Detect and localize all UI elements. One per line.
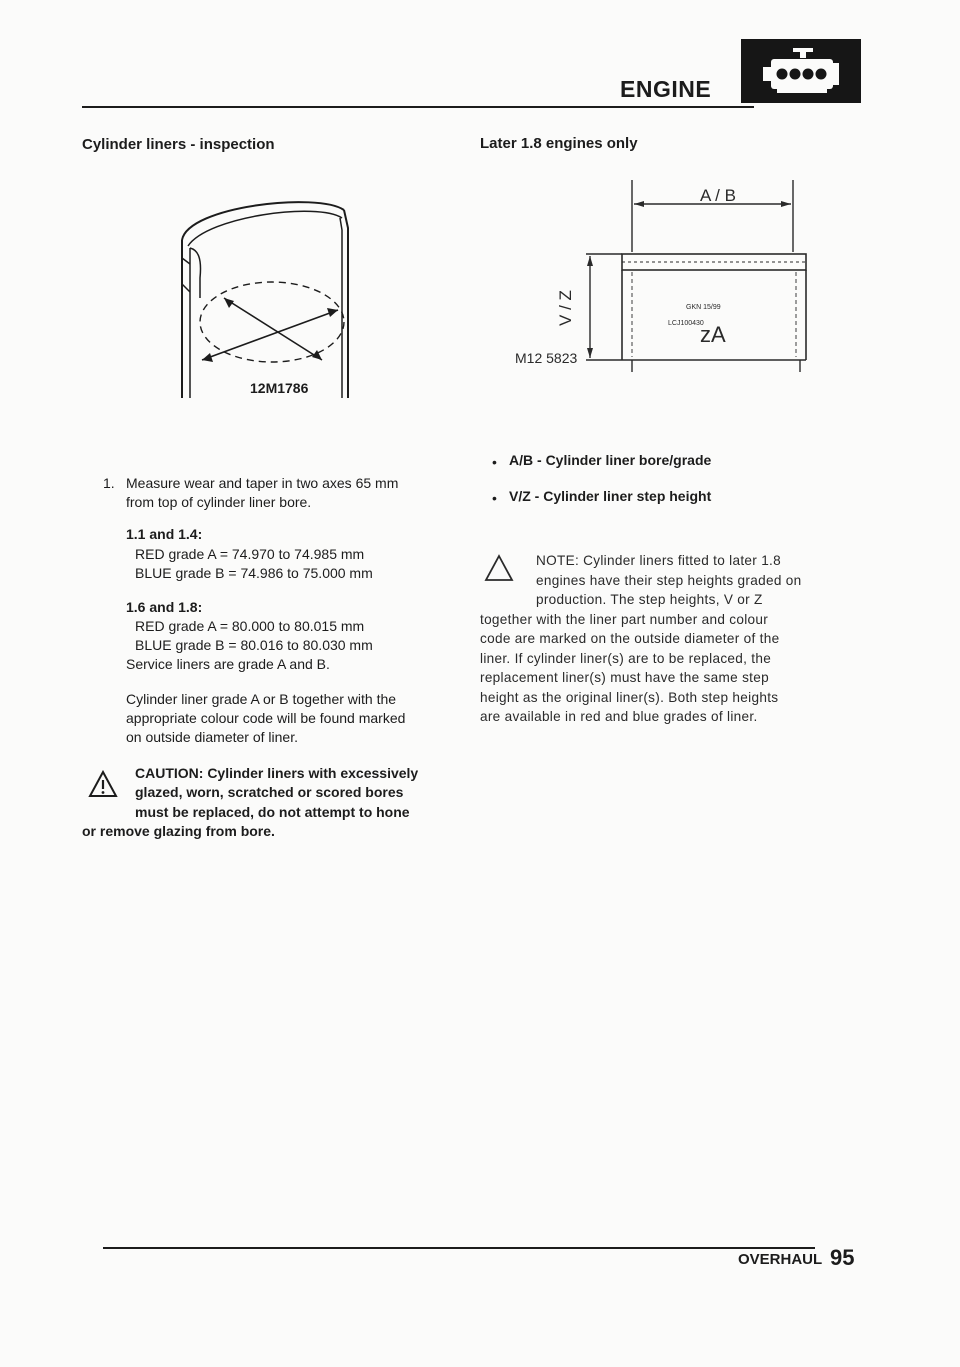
step-number: 1. bbox=[103, 475, 115, 491]
paragraph-line: appropriate colour code will be found marked bbox=[126, 710, 406, 726]
liner-marking: GKN 15/99 bbox=[686, 304, 721, 311]
step-text-line: Measure wear and taper in two axes 65 mm bbox=[126, 475, 399, 491]
cylinder-liner-figure bbox=[168, 188, 368, 412]
bullet-text: - Cylinder liner step height bbox=[530, 488, 712, 504]
note-line: code are marked on the outside diameter of the bbox=[480, 631, 780, 646]
bullet-dot: • bbox=[492, 490, 497, 506]
section-heading-later-engines: Later 1.8 engines only bbox=[480, 135, 638, 152]
warning-triangle-icon bbox=[88, 770, 118, 798]
liner-marking: LCJ100430 bbox=[668, 320, 704, 327]
grade-line: BLUE grade B = 80.016 to 80.030 mm bbox=[135, 637, 373, 653]
note-line: are available in red and blue grades of liner. bbox=[480, 709, 758, 724]
bullet-key: A/B bbox=[509, 452, 534, 468]
caution-line: glazed, worn, scratched or scored bores bbox=[135, 784, 404, 800]
grade-group-title: 1.1 and 1.4: bbox=[126, 526, 203, 542]
paragraph-line: on outside diameter of liner. bbox=[126, 729, 298, 745]
bullet-dot: • bbox=[492, 454, 497, 470]
caution-line: CAUTION: Cylinder liners with excessively bbox=[135, 765, 419, 781]
paragraph-line: Cylinder liner grade A or B together with the bbox=[126, 691, 397, 707]
liner-step-height-figure bbox=[500, 172, 830, 382]
bullet-item-ab bbox=[509, 452, 711, 468]
caution-line: must be replaced, do not attempt to hone bbox=[135, 804, 410, 820]
footer-rule bbox=[103, 1247, 815, 1249]
page-section-title: ENGINE bbox=[620, 76, 712, 102]
step-text-line: from top of cylinder liner bore. bbox=[126, 494, 312, 510]
grade-line: BLUE grade B = 74.986 to 75.000 mm bbox=[135, 565, 373, 581]
page-number: 95 bbox=[830, 1245, 855, 1270]
note-line: NOTE: Cylinder liners fitted to later 1.8 bbox=[536, 553, 781, 568]
grade-line: Service liners are grade A and B. bbox=[126, 656, 330, 672]
dimension-label-vz: V / Z bbox=[555, 290, 575, 326]
note-line: engines have their step heights graded on bbox=[536, 572, 802, 588]
grade-line: RED grade A = 74.970 to 74.985 mm bbox=[135, 546, 365, 562]
note-line: production. The step heights, V or Z bbox=[536, 592, 763, 607]
bullet-item-vz bbox=[509, 488, 711, 504]
caution-line: or remove glazing from bore. bbox=[82, 823, 275, 839]
section-heading-liner-inspection: Cylinder liners - inspection bbox=[82, 136, 275, 153]
liner-grade-marking: zA bbox=[700, 322, 726, 347]
header-rule bbox=[82, 106, 754, 108]
figure-label: 12M1786 bbox=[250, 380, 309, 396]
note-line: liner. If cylinder liner(s) are to be replaced, the bbox=[480, 650, 772, 666]
bullet-text: - Cylinder liner bore/grade bbox=[533, 452, 712, 468]
note-line: together with the liner part number and colour bbox=[480, 611, 769, 627]
note-line: replacement liner(s) must have the same step bbox=[480, 670, 769, 685]
note-block bbox=[480, 551, 880, 727]
footer-section-label: OVERHAUL bbox=[738, 1251, 823, 1268]
note-line: height as the original liner(s). Both step heights bbox=[480, 689, 779, 705]
grade-line: RED grade A = 80.000 to 80.015 mm bbox=[135, 618, 365, 634]
engine-icon bbox=[741, 39, 861, 103]
figure-code: M12 5823 bbox=[515, 350, 578, 366]
bullet-key: V/Z bbox=[509, 488, 531, 504]
dimension-label-ab: A / B bbox=[700, 186, 736, 205]
grade-group-title: 1.6 and 1.8: bbox=[126, 599, 203, 615]
